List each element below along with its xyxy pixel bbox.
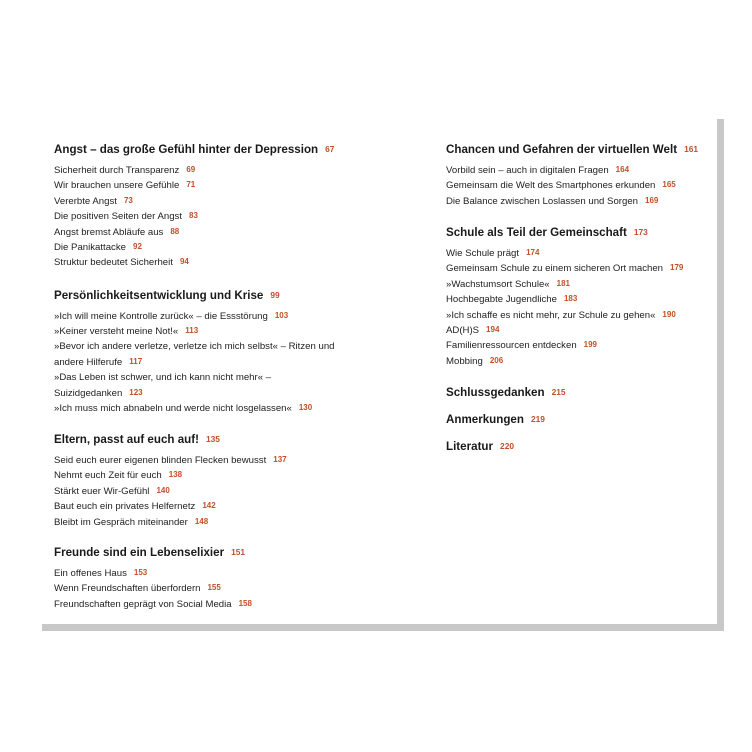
toc-entry-text: Angst bremst Abläufe aus [54, 226, 164, 238]
toc-entry-page-number: 194 [486, 324, 500, 334]
toc-entry [54, 308, 374, 323]
toc-entry [446, 162, 716, 177]
toc-entry [54, 254, 374, 269]
toc-entry [54, 452, 374, 467]
chapter-title [54, 287, 374, 303]
toc-entry [446, 260, 716, 275]
toc-entry-text: Gemeinsam die Welt des Smartphones erkunden [446, 180, 656, 192]
chapter-title [54, 544, 374, 560]
toc-entry [54, 467, 374, 482]
toc-entry [54, 580, 374, 595]
toc-chapter-schlussgedanken [446, 384, 716, 400]
toc-entry-page-number: 158 [238, 598, 252, 608]
chapter-title [446, 141, 716, 157]
toc-entry-text: »Ich will meine Kontrolle zurück« – die Essstörung [54, 311, 268, 322]
toc-entry [446, 177, 716, 192]
toc-entry-page-number: 153 [133, 568, 148, 577]
chapter-title-text: Freunde sind ein Lebenselixier [54, 546, 225, 559]
chapter-title [446, 411, 716, 427]
toc-entry-text: Wir brauchen unsere Gefühle [54, 180, 180, 192]
toc-entry [54, 596, 374, 611]
toc-chapter-personlichkeitsentwicklung-und-krise [54, 287, 374, 416]
toc-entry-text: Wie Schule prägt [446, 248, 520, 259]
toc-entry-text: Familienressourcen entdecken [446, 340, 577, 352]
book-page-spread [35, 112, 717, 624]
toc-entry-text: Vorbild sein – auch in digitalen Fragen [446, 165, 609, 176]
toc-entry [54, 177, 374, 192]
toc-chapter-schule-als-teil-der-gemeinschaft [446, 224, 716, 368]
toc-chapter-freunde-sind-ein-lebenselixier [54, 544, 374, 611]
toc-entry [54, 370, 374, 385]
chapter-title-text: Chancen und Gefahren der virtuellen Welt [446, 143, 678, 156]
toc-entry-page-number: 123 [129, 387, 143, 397]
toc-entry-page-number: 83 [189, 211, 198, 221]
toc-entry [54, 193, 374, 208]
toc-entry [54, 498, 374, 513]
toc-entry-text: Stärkt euer Wir-Gefühl [54, 485, 150, 497]
toc-entry-text: Vererbte Angst [54, 195, 117, 207]
toc-entry [54, 514, 374, 529]
toc-entry-text: andere Hilferufe [54, 357, 123, 369]
toc-entry-text: Struktur bedeutet Sicherheit [54, 257, 173, 269]
toc-entry-text: »Ich muss mich abnabeln und werde nicht losgelassen« [54, 403, 292, 415]
toc-entry-text: Ein offenes Haus [54, 568, 127, 579]
toc-entry-page-number: 165 [662, 180, 676, 190]
chapter-title-text: Literatur [446, 440, 494, 453]
toc-entry-text: Baut euch ein privates Helfernetz [54, 501, 196, 513]
toc-entry-text: Suizidgedanken [54, 387, 123, 399]
section-list [54, 565, 374, 611]
toc-entry [54, 239, 374, 254]
section-list [54, 308, 374, 416]
toc-entry-page-number: 174 [526, 248, 540, 257]
toc-entry-page-number: 92 [133, 241, 142, 251]
toc-entry-text: »Ich schaffe es nicht mehr, zur Schule zu gehen« [446, 309, 656, 321]
chapter-title-text: Persönlichkeitsentwicklung und Krise [54, 289, 264, 302]
toc-entry [54, 208, 374, 223]
toc-entry [54, 483, 374, 498]
toc-entry-text: Gemeinsam Schule zu einem sicheren Ort machen [446, 263, 664, 275]
toc-entry [54, 323, 374, 338]
toc-entry-text: »Keiner versteht meine Not!« [54, 326, 179, 338]
toc-entry [446, 291, 716, 306]
chapter-title-text: Anmerkungen [446, 413, 524, 426]
toc-entry-page-number: 113 [185, 326, 199, 336]
chapter-page-number: 215 [551, 387, 566, 397]
toc-entry [54, 339, 374, 354]
chapter-title [446, 224, 716, 240]
toc-entry [54, 354, 374, 369]
chapter-title-text: Schlussgedanken [446, 386, 545, 399]
toc-chapter-angst-das-gro-e-gefuhl-hinter-der-depres [54, 141, 374, 270]
toc-entry-text: Bleibt im Gespräch miteinander [54, 516, 188, 528]
toc-entry-page-number: 164 [615, 165, 630, 174]
toc-entry [446, 322, 716, 337]
toc-entry [446, 245, 716, 260]
toc-entry-page-number: 88 [170, 226, 180, 236]
chapter-page-number: 67 [325, 144, 335, 154]
toc-entry-text: »Wachstumsort Schule« [446, 278, 550, 290]
toc-entry-page-number: 206 [489, 355, 504, 365]
chapter-title [54, 431, 374, 447]
chapter-page-number: 219 [530, 414, 545, 424]
toc-chapter-anmerkungen [446, 411, 716, 427]
toc-entry-text: Wenn Freundschaften überfordern [54, 583, 201, 595]
toc-entry-page-number: 169 [645, 195, 659, 205]
toc-entry-page-number: 183 [563, 294, 578, 304]
toc-entry-page-number: 94 [179, 257, 189, 267]
toc-entry [54, 224, 374, 239]
toc-entry-page-number: 181 [556, 278, 570, 288]
toc-entry [54, 400, 374, 415]
toc-entry-text: »Das Leben ist schwer, und ich kann nicht mehr« – [54, 371, 272, 383]
toc-entry-text: AD(H)S [446, 324, 480, 336]
chapter-page-number: 151 [231, 547, 246, 557]
toc-entry-page-number: 130 [298, 403, 313, 413]
toc-entry [54, 385, 374, 400]
toc-entry-text: Die positiven Seiten der Angst [54, 211, 182, 223]
toc-entry-text: Sicherheit durch Transparenz [54, 165, 180, 176]
chapter-title [446, 384, 716, 400]
toc-entry-page-number: 155 [207, 583, 221, 593]
toc-entry-page-number: 179 [670, 263, 684, 273]
toc-entry-page-number: 69 [186, 165, 196, 174]
section-list [54, 452, 374, 529]
chapter-title [446, 438, 716, 454]
toc-entry-page-number: 138 [168, 470, 183, 480]
toc-entry [54, 162, 374, 177]
chapter-title-text: Angst – das große Gefühl hinter der Depression [54, 143, 319, 156]
toc-entry-page-number: 117 [129, 357, 143, 367]
chapter-page-number: 173 [633, 227, 648, 237]
chapter-page-number: 220 [500, 441, 515, 451]
toc-entry-text: Die Balance zwischen Loslassen und Sorgen [446, 195, 638, 207]
chapter-title-text: Schule als Teil der Gemeinschaft [446, 226, 627, 239]
chapter-title-text: Eltern, passt auf euch auf! [54, 433, 199, 446]
toc-entry-page-number: 71 [186, 180, 196, 190]
toc-entry-text: »Bevor ich andere verletze, verletze ich mich selbst« – Ritzen und [54, 340, 335, 352]
section-list [446, 162, 716, 208]
toc-chapter-literatur [446, 438, 716, 454]
toc-entry [446, 276, 716, 291]
toc-entry-page-number: 137 [273, 455, 287, 464]
toc-chapter-eltern-passt-auf-euch-auf [54, 431, 374, 529]
toc-entry [54, 565, 374, 580]
toc-entry-page-number: 199 [583, 340, 598, 350]
toc-entry-page-number: 103 [274, 311, 289, 320]
toc-entry-page-number: 140 [156, 485, 170, 495]
toc-entry-text: Hochbegabte Jugendliche [446, 294, 557, 306]
toc-entry [446, 337, 716, 352]
chapter-title [54, 141, 374, 157]
toc-entry-text: Nehmt euch Zeit für euch [54, 470, 162, 482]
toc-entry [446, 193, 716, 208]
section-list [54, 162, 374, 270]
toc-entry [446, 307, 716, 322]
toc-entry-page-number: 148 [194, 516, 209, 526]
toc-entry-page-number: 142 [202, 501, 216, 511]
chapter-page-number: 161 [684, 144, 699, 154]
toc-entry [446, 353, 716, 368]
toc-entry-text: Mobbing [446, 355, 483, 367]
chapter-page-number: 99 [270, 290, 280, 300]
toc-entry-text: Die Panikattacke [54, 241, 126, 253]
section-list [446, 245, 716, 368]
toc-entry-text: Seid euch eurer eigenen blinden Flecken bewusst [54, 455, 267, 466]
chapter-page-number: 135 [205, 434, 220, 444]
toc-chapter-chancen-und-gefahren-der-virtuellen-welt [446, 141, 716, 208]
toc-entry-page-number: 73 [123, 195, 133, 205]
toc-entry-text: Freundschaften geprägt von Social Media [54, 598, 232, 610]
toc-entry-page-number: 190 [662, 309, 676, 319]
